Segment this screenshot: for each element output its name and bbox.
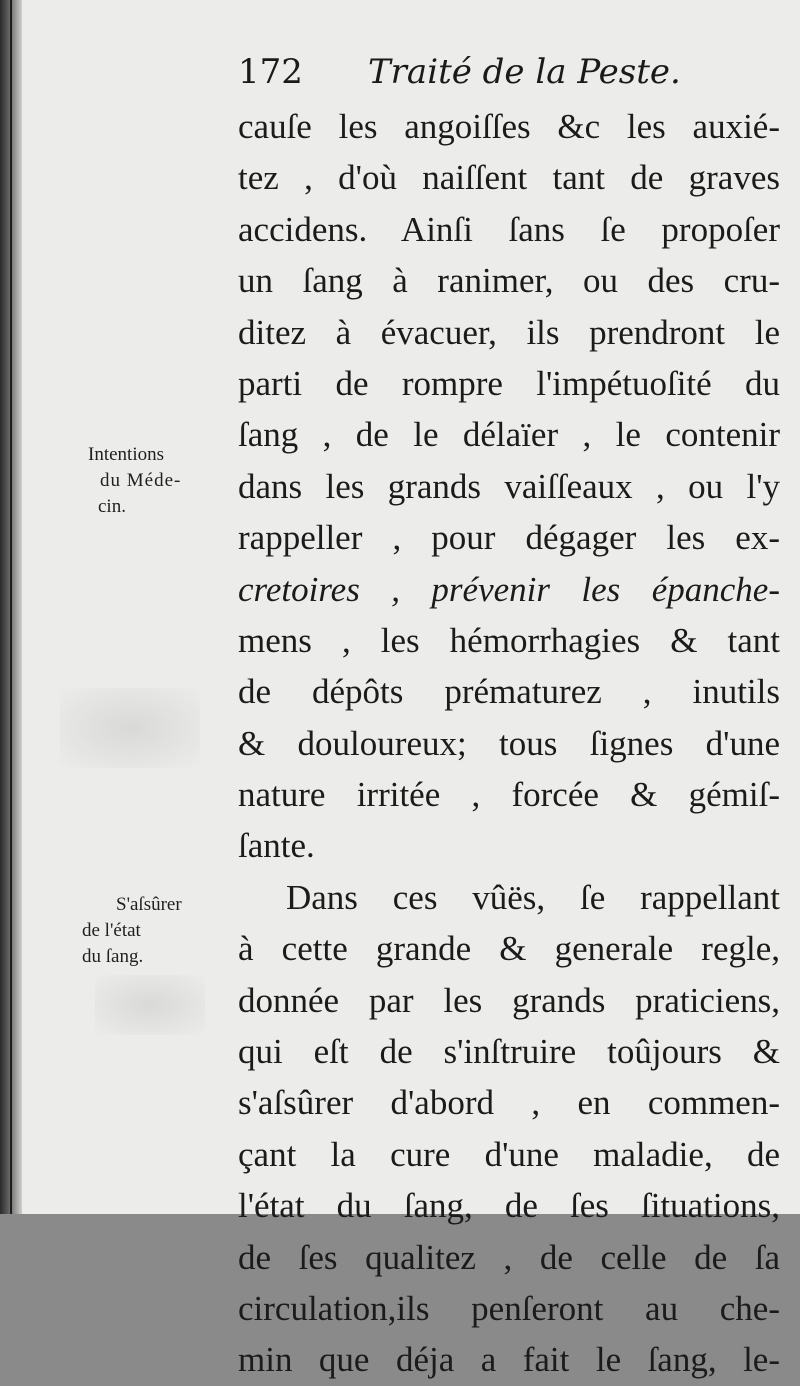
margin-note-line: du Méde- — [100, 470, 182, 491]
text-line: l'état du ſang, de ſes ſituations, — [238, 1186, 780, 1226]
text-line: donnée par les grands praticiens, — [238, 980, 780, 1020]
text-line: tez , d'où naiſſent tant de graves — [238, 158, 780, 198]
text-line: ſang , de le délaïer , le contenir — [238, 415, 780, 455]
text-line: & douloureux; tous ſignes d'une — [238, 723, 780, 763]
margin-note-line: du ſang. — [82, 946, 144, 967]
text-line: Dans ces vûës, ſe rappellant — [286, 877, 780, 917]
text-line: accidens. Ainſi ſans ſe propoſer — [238, 209, 780, 249]
text-line: à cette grande & generale regle, — [238, 929, 780, 969]
margin-note-line: cin. — [98, 496, 126, 517]
text-line: s'aſsûrer d'abord , en commen- — [238, 1083, 780, 1123]
text-line: qui eſt de s'inſtruire toûjours & — [238, 1032, 780, 1072]
text-line: nature irritée , forcée & gémiſ- — [238, 775, 780, 815]
bleed-through-shadow — [60, 688, 200, 768]
text-line: cretoires , prévenir les épanche- — [238, 569, 780, 609]
margin-note-line: S'aſsûrer — [116, 894, 182, 915]
running-title: Traité de la Peste. — [368, 52, 681, 92]
main-text — [238, 101, 780, 1386]
margin-note-intentions — [88, 442, 181, 520]
margin-note-line: Intentions — [88, 444, 164, 465]
text-line: ſante. — [238, 826, 315, 866]
page-number: 172 — [238, 52, 303, 92]
text-line: ditez à évacuer, ils prendront le — [238, 312, 780, 352]
spine-edge — [10, 0, 12, 1214]
text-line: circulation,ils penſeront au che- — [238, 1288, 780, 1328]
text-line: cauſe les angoiſſes &c les auxié- — [238, 107, 780, 146]
margin-note-line: de l'état — [82, 920, 141, 941]
text-line: min que déja a fait le ſang, le- — [238, 1340, 780, 1380]
text-line: de dépôts prématurez , inutils — [238, 672, 780, 712]
text-line: de ſes qualitez , de celle de ſa — [238, 1237, 780, 1277]
bleed-through-shadow — [95, 975, 205, 1035]
text-line: dans les grands vaiſſeaux , ou l'y — [238, 466, 780, 506]
text-line: rappeller , pour dégager les ex- — [238, 518, 780, 558]
text-line: mens , les hémorrhagies & tant — [238, 620, 780, 660]
text-line: un ſang à ranimer, ou des cru- — [238, 261, 780, 301]
margin-note-sang — [82, 892, 182, 970]
text-line: çant la cure d'une maladie, de — [238, 1134, 780, 1174]
text-line: parti de rompre l'impétuoſité du — [238, 363, 780, 403]
